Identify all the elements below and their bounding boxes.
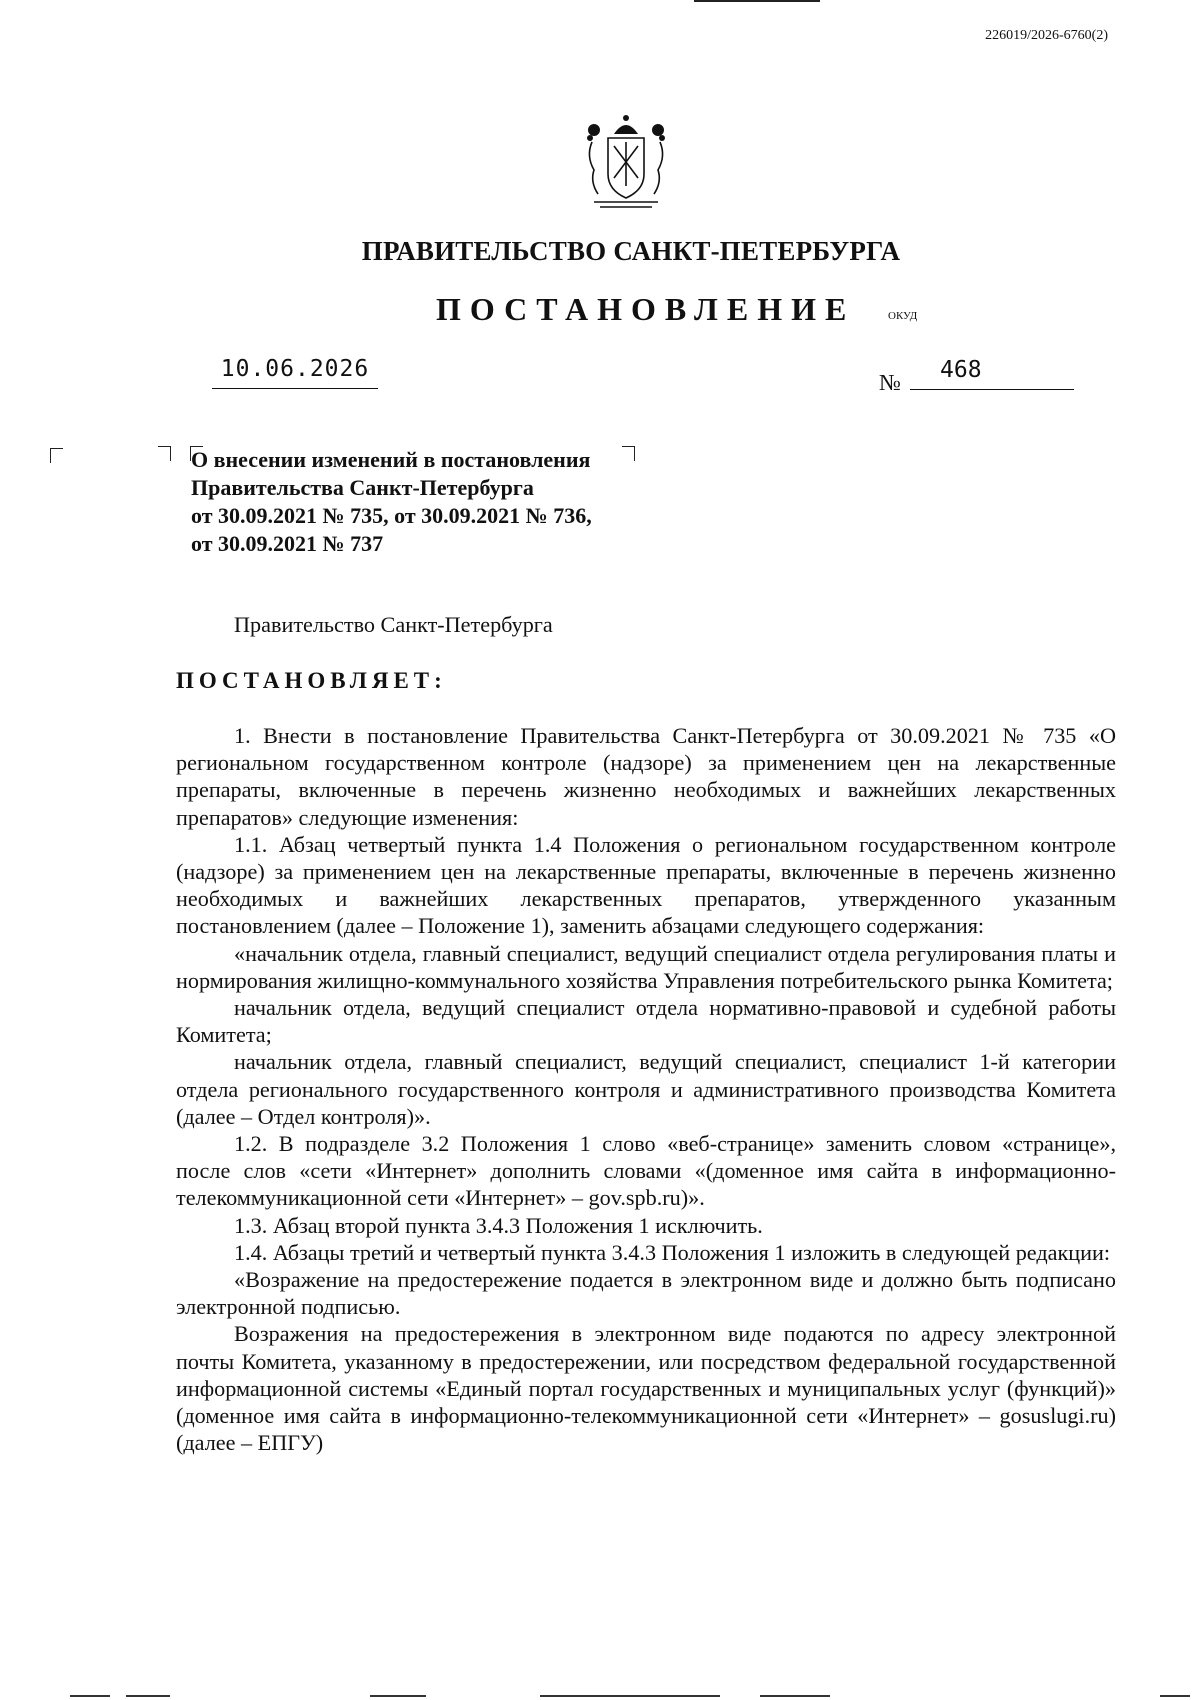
subject-line: от 30.09.2021 № 737 (191, 531, 384, 556)
body-paragraph: начальник отдела, главный специалист, ведущий специалист, специалист 1-й категории отдела регионального государственного контроля и административного производства Комитета (далее – Отдел контроля)». (176, 1049, 1116, 1129)
scan-footer-marks (0, 1692, 1200, 1700)
decree-body (176, 722, 1116, 1456)
body-paragraph: 1.2. В подразделе 3.2 Положения 1 слово «веб-странице» заменить словом «странице», после слов «сети «Интернет» дополнить словами «(доменное имя сайта в информационно-телекоммуникационной сети «Интернет» – gov.spb.ru)». (176, 1131, 1116, 1211)
issuer-line: Правительство Санкт-Петербурга (234, 612, 553, 637)
body-paragraph: 1.3. Абзац второй пункта 3.4.3 Положения 1 исключить. (234, 1212, 763, 1238)
body-paragraph: 1.1. Абзац четвертый пункта 1.4 Положения о региональном государственном контроле (надзоре) за применением цен на лекарственные препараты, включенные в перечень жизненно необходимых и важнейших лекарственных препаратов, утвержденного указанным постановлением (далее – Положение 1), заменить абзацами следующего содержания: (176, 831, 1116, 939)
body-paragraph: начальник отдела, ведущий специалист отдела нормативно-правовой и судебной работы Комитета; (176, 995, 1116, 1048)
decree-number-label: № (879, 370, 901, 395)
subject-line: от 30.09.2021 № 735, от 30.09.2021 № 736, (191, 503, 592, 528)
body-paragraph: «Возражение на предостережение подается в электронном виде и должно быть подписано электронной подписью. (176, 1267, 1116, 1320)
decree-date: 10.06.2026 (212, 356, 378, 389)
body-paragraph: «начальник отдела, главный специалист, ведущий специалист отдела регулирования платы и нормирования жилищно-коммунального хозяйства Управления потребительского рынка Комитета; (176, 940, 1116, 993)
decree-subject (191, 446, 651, 558)
document-registration-id: 226019/2026-6760(2) (985, 28, 1108, 43)
body-paragraph: 1. Внести в постановление Правительства Санкт-Петербурга от 30.09.2021 № 735 «О региональном государственном контроле (надзоре) за применением цен на лекарственные препараты, включенные в перечень жизненно необходимых и важнейших лекарственных препаратов» следующие изменения: (176, 723, 1116, 830)
st-petersburg-coat-of-arms-icon (580, 112, 672, 212)
decree-title: ПОСТАНОВЛЕНИЕ (436, 291, 856, 327)
corner-mark (158, 446, 171, 461)
body-paragraph: 1.4. Абзацы третий и четвертый пункта 3.4.3 Положения 1 изложить в следующей редакции: (234, 1239, 1111, 1265)
resolves-heading: ПОСТАНОВЛЯЕТ: (176, 668, 447, 693)
subject-line: О внесении изменений в постановления (191, 447, 591, 472)
body-paragraph: Возражения на предостережения в электронном виде подаются по адресу электронной почты Комитета, указанному в предостережении, или посредством федеральной государственной информационной системы «Единый портал государственных и муниципальных услуг (функций)» (доменное имя сайта в информационно-телекоммуникационной сети «Интернет» – gosuslugi.ru) (далее – ЕПГУ) (176, 1321, 1116, 1456)
scan-mark (694, 0, 820, 2)
decree-number: 468 (910, 357, 1074, 390)
government-title: ПРАВИТЕЛЬСТВО САНКТ-ПЕТЕРБУРГА (361, 236, 901, 266)
corner-mark (50, 448, 63, 463)
okud-label: ОКУД (888, 310, 918, 322)
subject-line: Правительства Санкт-Петербурга (191, 475, 534, 500)
